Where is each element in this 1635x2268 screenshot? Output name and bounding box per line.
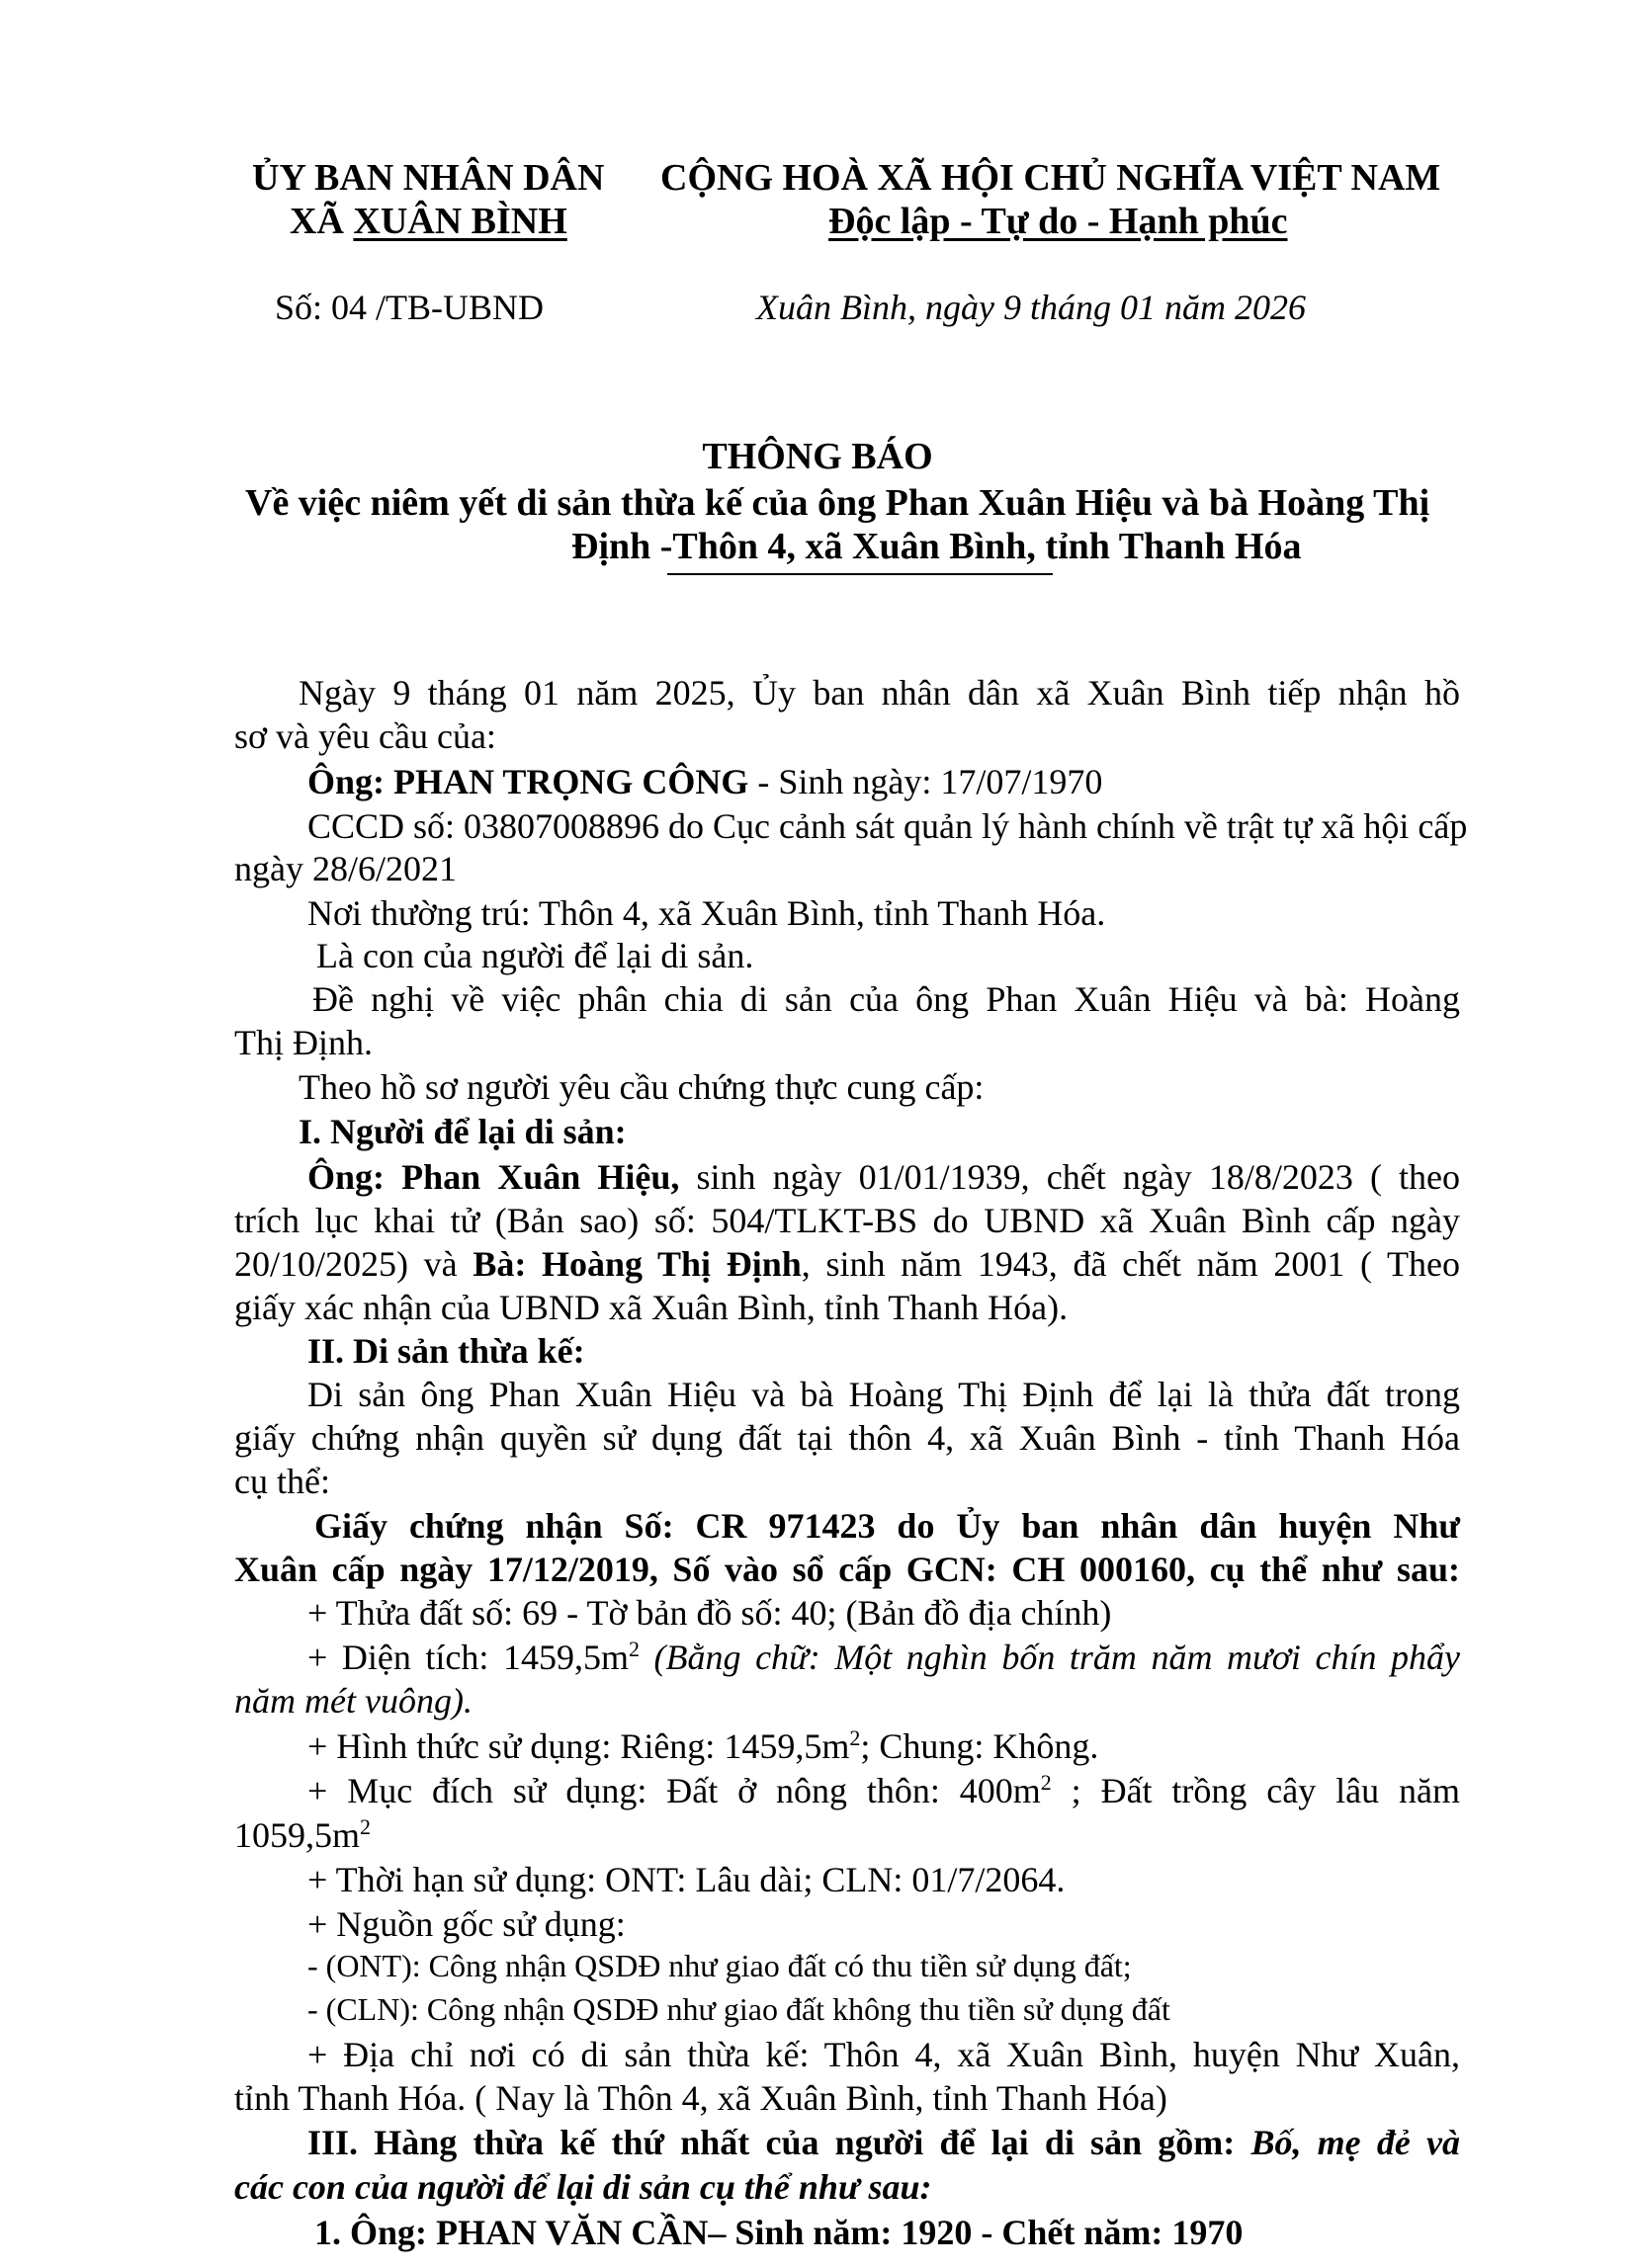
section-3-heading-line1: [307, 2122, 1460, 2163]
place-and-date: Xuân Bình, ngày 9 tháng 01 năm 2026: [756, 288, 1306, 327]
certificate-line1: Giấy chứng nhận Số: CR 971423 do Ủy ban nhân dân huyện Như: [314, 1506, 1460, 1546]
request-line2: Thị Định.: [234, 1023, 373, 1062]
use-term: + Thời hạn sử dụng: ONT: Lâu dài; CLN: 01/7/2064.: [307, 1860, 1066, 1899]
section-1-heading: I. Người để lại di sản:: [299, 1112, 627, 1151]
use-form-sup: 2: [849, 1725, 861, 1750]
purpose-a: + Mục đích sử dụng: Đất ở nông thôn: 400m: [307, 1771, 1041, 1810]
use-form-b: ; Chung: Không.: [860, 1726, 1099, 1766]
estate-address-line1: + Địa chỉ nơi có di sản thừa kế: Thôn 4, xã Xuân Bình, huyện Như Xuân,: [307, 2035, 1460, 2074]
agency-prefix: XÃ: [290, 201, 354, 242]
estate-address-line2: tỉnh Thanh Hóa. ( Nay là Thôn 4, xã Xuân Bình, tỉnh Thanh Hóa): [234, 2078, 1167, 2118]
area-in-words: (Bằng chữ: Một nghìn bốn trăm năm mươi chín phẩy: [639, 1638, 1460, 1677]
requester-birth: - Sinh ngày: 17/07/1970: [748, 762, 1103, 801]
parcel-info: + Thửa đất số: 69 - Tờ bản đồ số: 40; (Bản đồ địa chính): [307, 1593, 1112, 1633]
cccd-line1: CCCD số: 03807008896 do Cục cảnh sát quản lý hành chính về trật tự xã hội cấp: [307, 806, 1468, 846]
document-subject-line1: Về việc niêm yết di sản thừa kế của ông Phan Xuân Hiệu và bà Hoàng Thị: [245, 482, 1430, 524]
heir-1: 1. Ông: PHAN VĂN CẦN– Sinh năm: 1920 - Chết năm: 1970: [314, 2213, 1244, 2252]
cccd-line2: ngày 28/6/2021: [234, 849, 457, 888]
deceased-father-info: sinh ngày 01/01/1939, chết ngày 18/8/2023 ( theo: [679, 1157, 1461, 1197]
deceased-line4: giấy xác nhận của UBND xã Xuân Bình, tỉnh Thanh Hóa).: [234, 1288, 1069, 1327]
country-motto: Độc lập - Tự do - Hạnh phúc: [828, 201, 1288, 242]
document-number: Số: 04 /TB-UBND: [275, 288, 545, 327]
certificate-line2: Xuân cấp ngày 17/12/2019, Số vào sổ cấp GCN: CH 000160, cụ thể như sau:: [234, 1550, 1460, 1589]
area-unit-sup: 2: [628, 1637, 640, 1661]
area-line2: năm mét vuông).: [234, 1681, 473, 1721]
purpose-b: ; Đất trồng cây lâu năm: [1051, 1771, 1460, 1810]
deceased-mother-info: , sinh năm 1943, đã chết năm 2001 ( Theo: [801, 1244, 1461, 1284]
country-name: CỘNG HOÀ XÃ HỘI CHỦ NGHĨA VIỆT NAM: [660, 157, 1441, 199]
requester-line: [307, 761, 1102, 802]
origin-cln: - (CLN): Công nhận QSDĐ như giao đất không thu tiền sử dụng đất: [307, 1991, 1170, 2027]
use-form-a: + Hình thức sử dụng: Riêng: 1459,5m: [307, 1726, 850, 1766]
document-title: THÔNG BÁO: [702, 436, 933, 477]
residence: Nơi thường trú: Thôn 4, xã Xuân Bình, tỉnh Thanh Hóa.: [307, 893, 1106, 933]
purpose-l2-sup: 2: [360, 1814, 372, 1839]
section-3-heading-italic: Bố, mẹ đẻ và: [1250, 2123, 1461, 2162]
section-3-heading: III. Hàng thừa kế thứ nhất của người để lại di sản gồm:: [307, 2123, 1251, 2162]
deceased-line2: trích lục khai tử (Bản sao) số: 504/TLKT-BS do UBND xã Xuân Bình cấp ngày: [234, 1201, 1460, 1240]
deceased-line3: [234, 1243, 1460, 1285]
estate-line2: giấy chứng nhận quyền sử dụng đất tại thôn 4, xã Xuân Bình - tỉnh Thanh Hóa: [234, 1418, 1460, 1458]
area-line1: [307, 1637, 1460, 1678]
deceased-line1: [307, 1156, 1460, 1198]
estate-line1: Di sản ông Phan Xuân Hiệu và bà Hoàng Thị Định để lại là thửa đất trong: [307, 1375, 1460, 1414]
deceased-father-name: Ông: Phan Xuân Hiệu,: [307, 1157, 680, 1197]
purpose-line2: [234, 1814, 371, 1856]
intro-line2: sơ và yêu cầu của:: [234, 716, 496, 756]
area-value: + Diện tích: 1459,5m: [307, 1638, 629, 1677]
origin-ont: - (ONT): Công nhận QSDĐ như giao đất có thu tiền sử dụng đất;: [307, 1948, 1132, 1983]
deceased-mother-name: Bà: Hoàng Thị Định: [473, 1244, 802, 1284]
document-subject-line2: Định -Thôn 4, xã Xuân Bình, tỉnh Thanh Hóa: [571, 526, 1302, 567]
purpose-sup: 2: [1040, 1770, 1052, 1795]
deceased-line3-a: 20/10/2025) và: [234, 1244, 473, 1284]
agency-commune-name: XUÂN BÌNH: [353, 201, 567, 242]
purpose-l2-a: 1059,5m: [234, 1815, 361, 1855]
use-form: [307, 1725, 1098, 1767]
request-line1: Đề nghị về việc phân chia di sản của ông Phan Xuân Hiệu và bà: Hoàng: [312, 979, 1460, 1019]
title-underline: [667, 573, 1053, 575]
section-2-heading: II. Di sản thừa kế:: [307, 1331, 585, 1371]
origin-heading: + Nguồn gốc sử dụng:: [307, 1904, 626, 1944]
purpose-line1: [307, 1770, 1460, 1811]
intro-line1: Ngày 9 tháng 01 năm 2025, Ủy ban nhân dân xã Xuân Bình tiếp nhận hồ: [299, 673, 1460, 713]
estate-line3: cụ thể:: [234, 1462, 330, 1501]
section-3-heading-line2: các con của người để lại di sản cụ thể như sau:: [234, 2167, 932, 2207]
agency-name-line1: ỦY BAN NHÂN DÂN: [252, 157, 605, 199]
requester-name: Ông: PHAN TRỌNG CÔNG: [307, 762, 749, 801]
relation: Là con của người để lại di sản.: [316, 936, 754, 975]
agency-name-line2: [290, 200, 567, 243]
basis-line: Theo hồ sơ người yêu cầu chứng thực cung cấp:: [299, 1067, 985, 1107]
